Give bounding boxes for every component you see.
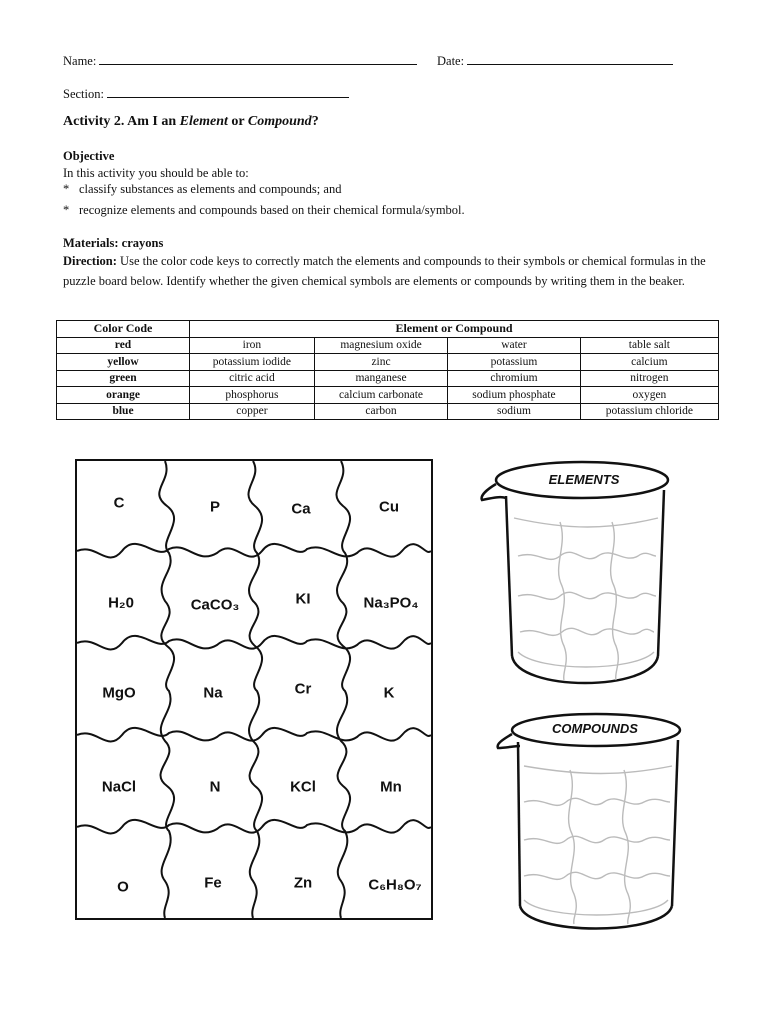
puzzle-symbol[interactable]: P [209,498,221,516]
item-cell: sodium [448,403,581,420]
objective-bullet [63,182,341,197]
item-cell: magnesium oxide [314,337,447,354]
puzzle-symbol[interactable]: Cu [379,498,399,516]
item-cell: water [448,337,581,354]
table-row [57,370,719,387]
puzzle-symbol[interactable]: Mn [380,778,402,796]
date-row [437,53,673,69]
title-compound-word: Compound [247,114,312,129]
compounds-beaker[interactable] [492,710,692,940]
item-cell: chromium [448,370,581,387]
bullet-text: classify substances as elements and compounds; and [79,182,342,196]
color-cell: blue [57,403,190,420]
table-row [57,354,719,371]
puzzle-symbol[interactable]: NaCl [101,778,137,796]
name-field[interactable] [99,53,417,65]
direction-paragraph [63,252,723,291]
item-cell: table salt [580,337,718,354]
item-cell: potassium iodide [190,354,315,371]
color-cell: orange [57,387,190,404]
elements-label: ELEMENTS [548,472,620,487]
item-cell: copper [190,403,315,420]
puzzle-symbol[interactable]: Fe [204,874,222,892]
table-row [57,403,719,420]
puzzle-symbol[interactable]: KI [295,590,311,608]
elements-beaker[interactable] [478,456,678,696]
section-row [63,86,349,102]
name-row [63,53,417,69]
item-cell: zinc [314,354,447,371]
direction-label: Direction: [63,254,117,268]
date-field[interactable] [467,53,673,65]
section-field[interactable] [107,86,349,98]
table-header-row [57,321,719,338]
activity-title [63,114,319,130]
item-cell: manganese [314,370,447,387]
item-cell: potassium chloride [580,403,718,420]
table-row [57,337,719,354]
puzzle-symbol[interactable]: Ca [291,500,311,518]
item-cell: sodium phosphate [448,387,581,404]
name-label: Name: [63,54,97,68]
puzzle-symbol[interactable]: Na₃PO₄ [363,594,419,612]
title-or-word: or [227,114,248,129]
puzzle-symbol[interactable]: Na [203,684,223,702]
puzzle-symbol[interactable]: K [383,684,395,702]
puzzle-symbol[interactable]: KCl [290,778,316,796]
item-cell: calcium carbonate [314,387,447,404]
bullet-text: recognize elements and compounds based on their chemical formula/symbol. [79,203,465,217]
materials-line: Materials: crayons [63,236,164,250]
color-code-header: Color Code [57,321,190,338]
beaker-icon [478,456,678,696]
color-cell: green [57,370,190,387]
bullet-marker: * [63,203,70,217]
beaker-icon [492,710,692,940]
direction-text: Use the color code keys to correctly match the elements and compounds to their symbols or chemical formulas in the puzzle board below. Identify whether the given chemical symbols are elements or compounds by writing them in the beaker. [63,254,706,288]
puzzle-symbol[interactable]: Cr [294,680,312,698]
puzzle-symbol[interactable]: C [113,494,125,512]
puzzle-symbol[interactable]: Zn [293,874,313,892]
table-row [57,387,719,404]
item-cell: potassium [448,354,581,371]
date-label: Date: [437,54,465,68]
color-cell: yellow [57,354,190,371]
item-cell: oxygen [580,387,718,404]
item-cell: carbon [314,403,447,420]
item-cell: iron [190,337,315,354]
color-code-table [56,320,719,420]
color-cell: red [57,337,190,354]
puzzle-symbol[interactable]: C₆H₈O₇ [368,876,422,894]
puzzle-symbol[interactable]: CaCO₃ [190,596,240,614]
item-cell: nitrogen [580,370,718,387]
objective-bullet [63,203,465,218]
puzzle-symbol[interactable]: N [209,778,221,796]
title-suffix: ? [311,114,319,129]
puzzle-board [75,459,433,920]
puzzle-symbol[interactable]: MgO [102,684,136,702]
compounds-label: COMPOUNDS [552,721,638,736]
section-label: Section: [63,87,104,101]
bullet-marker: * [63,182,70,196]
objective-intro: In this activity you should be able to: [63,166,249,180]
puzzle-symbol[interactable]: O [117,878,129,896]
objective-heading: Objective [63,149,115,163]
title-prefix: Activity 2. Am I an [63,114,180,129]
title-element-word: Element [179,114,228,129]
element-compound-header: Element or Compound [190,321,719,338]
puzzle-symbol[interactable]: H₂0 [108,594,134,612]
item-cell: phosphorus [190,387,315,404]
item-cell: calcium [580,354,718,371]
item-cell: citric acid [190,370,315,387]
